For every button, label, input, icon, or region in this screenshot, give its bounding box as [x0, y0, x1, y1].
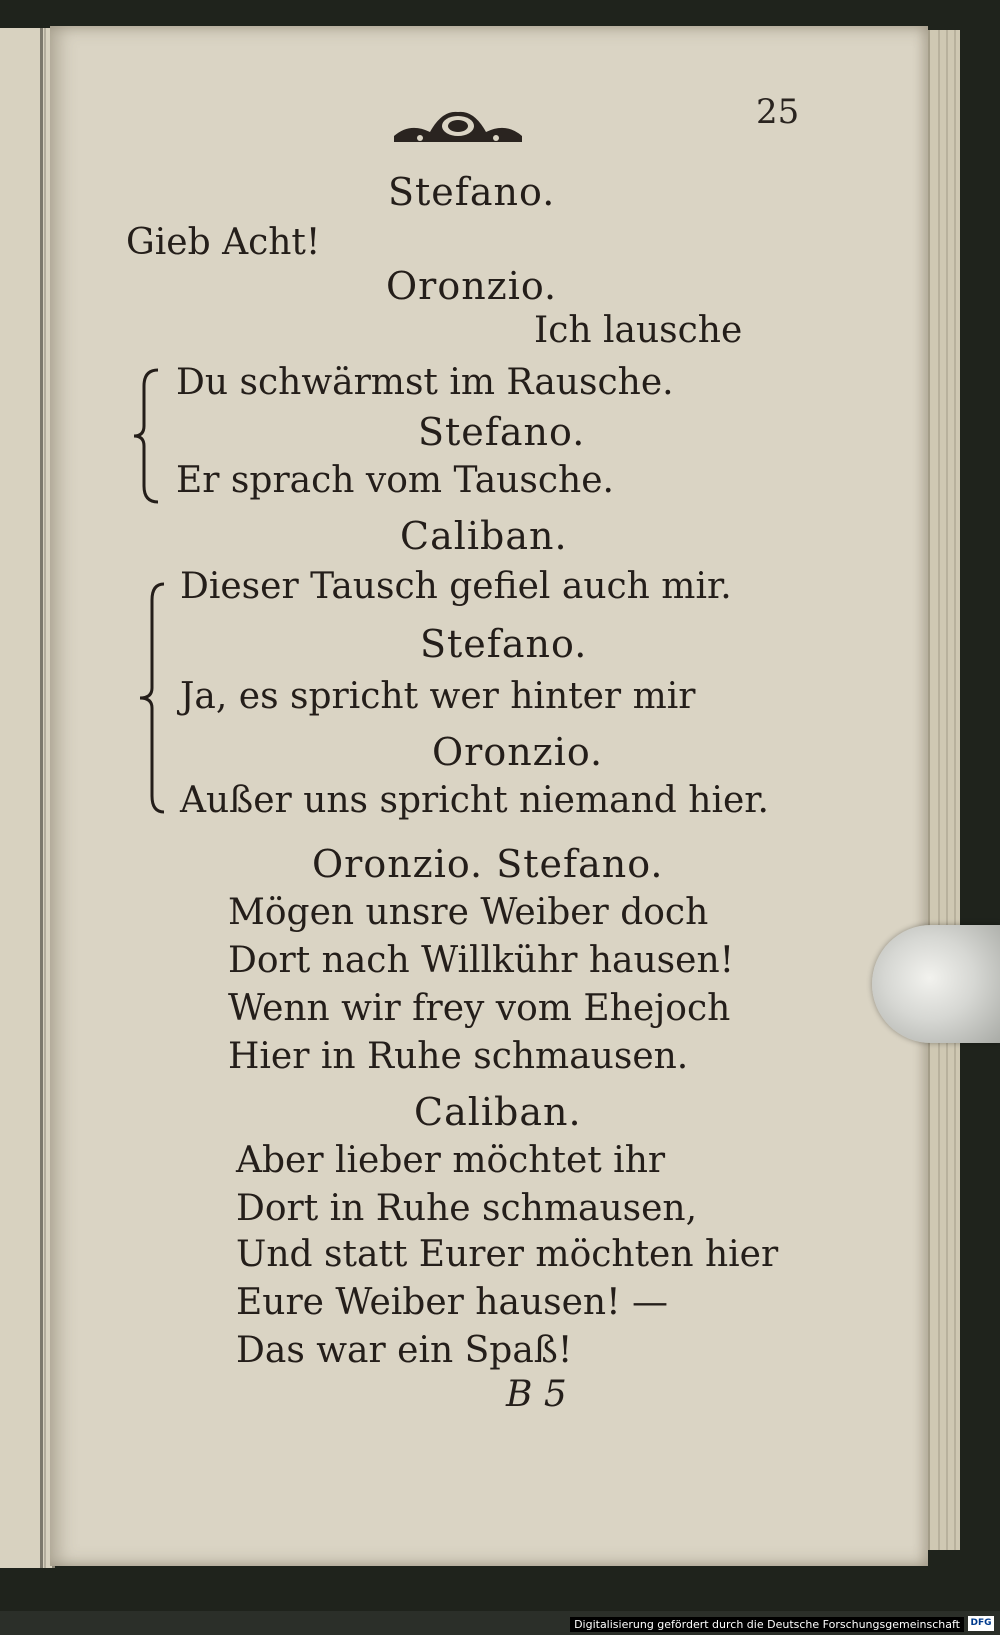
speaker-name: Caliban. — [414, 1090, 582, 1134]
verse-line: Das war ein Spaß! — [236, 1330, 573, 1371]
verse-line: Außer uns spricht niemand hier. — [180, 780, 769, 821]
verse-line: Eure Weiber hausen! — — [236, 1282, 669, 1323]
verse-line: Mögen unsre Weiber doch — [228, 892, 709, 933]
facing-page-edge — [0, 28, 55, 1568]
verse-line: Er sprach vom Tausche. — [176, 460, 614, 501]
speaker-name: Stefano. — [420, 622, 588, 666]
verse-line: Hier in Ruhe schmausen. — [228, 1036, 689, 1077]
speaker-name: Stefano. — [388, 170, 556, 214]
printers-ornament — [390, 102, 526, 146]
verse-line: Dort nach Willkühr hausen! — [228, 940, 735, 981]
speaker-name: Stefano. — [418, 410, 586, 454]
speaker-name: Oronzio. — [432, 730, 604, 774]
bracket — [130, 366, 162, 506]
verse-line: Dieser Tausch gefiel auch mir. — [180, 566, 732, 607]
page-number: 25 — [756, 92, 800, 132]
verse-line: Wenn wir frey vom Ehejoch — [228, 988, 731, 1029]
digitization-credit: Digitalisierung gefördert durch die Deutsche Forschungsgemeinschaft — [570, 1617, 964, 1632]
verse-line: Ich lausche — [534, 310, 743, 351]
bracket — [136, 580, 168, 816]
signature-mark: B 5 — [506, 1374, 567, 1415]
speaker-name: Caliban. — [400, 514, 568, 558]
verse-line: Gieb Acht! — [126, 222, 321, 263]
speaker-name: Oronzio. — [386, 264, 558, 308]
page-stack-edge — [928, 30, 960, 1550]
thumb-holding-page — [872, 925, 1000, 1043]
verse-line: Ja, es spricht wer hinter mir — [180, 676, 696, 717]
verse-line: Aber lieber möchtet ihr — [236, 1140, 666, 1181]
verse-line: Und statt Eurer möchten hier — [236, 1234, 779, 1275]
verse-line: Du schwärmst im Rausche. — [176, 362, 674, 403]
dfg-logo: DFG — [968, 1616, 994, 1631]
verse-line: Dort in Ruhe schmausen, — [236, 1188, 698, 1229]
speaker-name: Oronzio. Stefano. — [312, 842, 664, 886]
book-spine — [40, 28, 43, 1568]
